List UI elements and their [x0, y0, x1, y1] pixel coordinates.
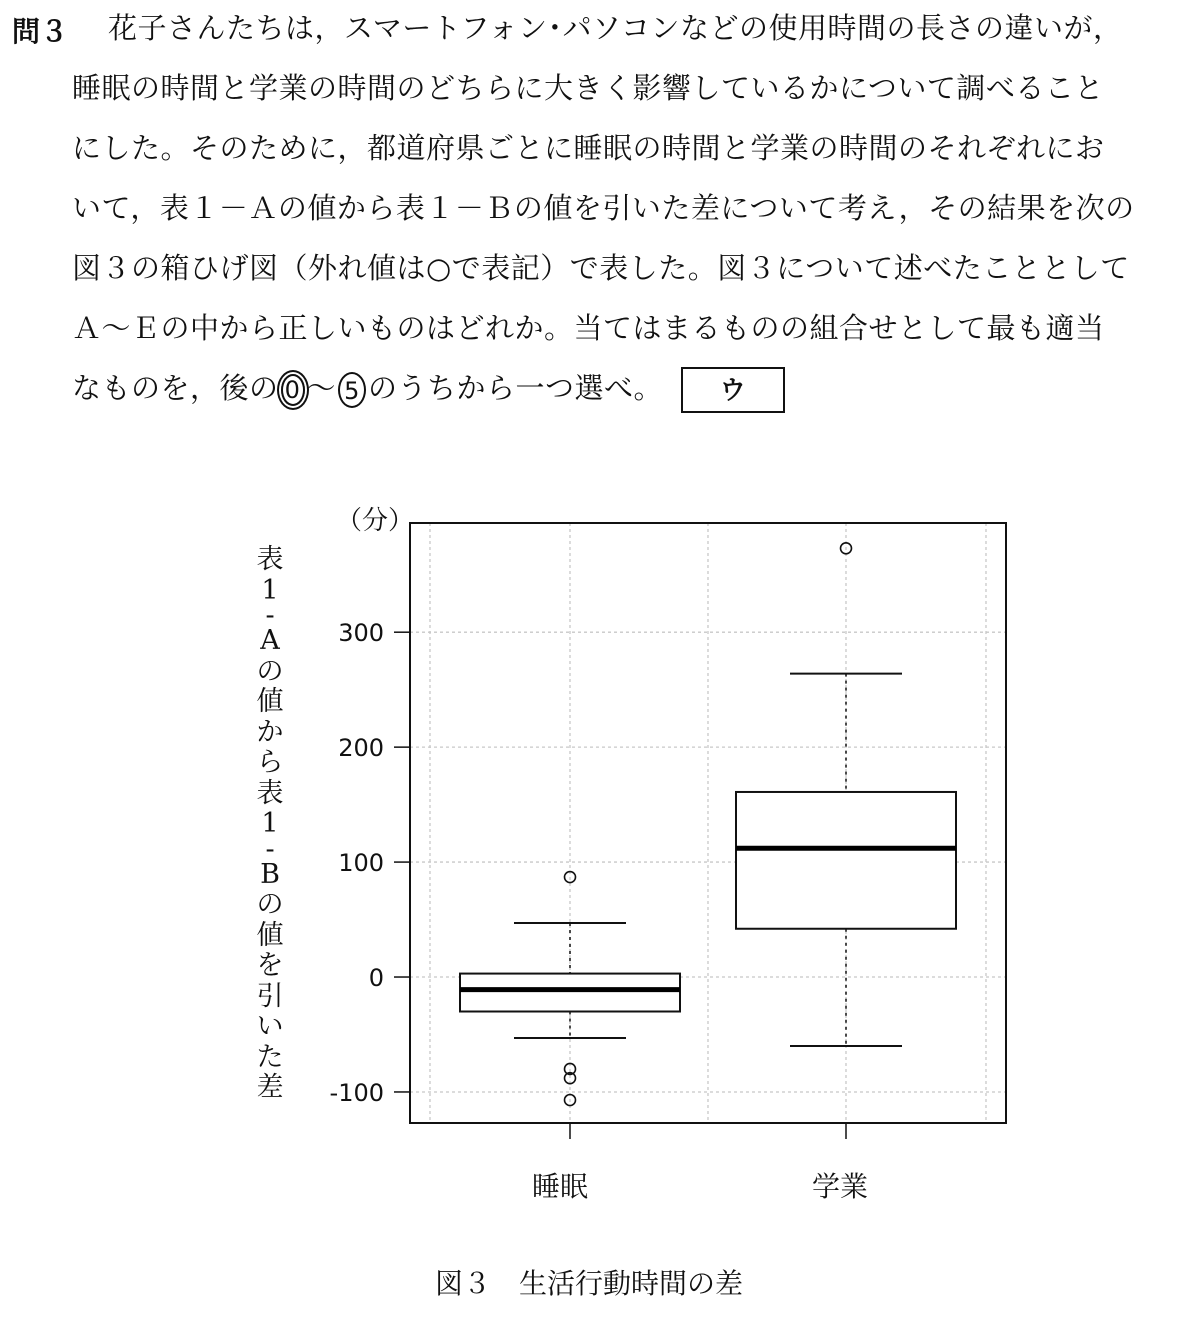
answer-box[interactable]: ウ — [681, 367, 785, 413]
y-tick-label: 100 — [338, 849, 384, 878]
choice-to-icon: 5 — [338, 372, 366, 408]
y-axis-label-char: い — [256, 1011, 284, 1042]
last-line-prefix: なものを，後の — [72, 371, 279, 405]
last-line-suffix: のうちから一つ選べ。 — [368, 371, 664, 405]
y-tick-label: 300 — [338, 619, 384, 648]
y-axis-label-char: - — [265, 833, 275, 865]
y-axis-label-char: A — [260, 625, 280, 656]
question-number: 問３ — [12, 15, 69, 48]
y-axis-label-char: ら — [256, 747, 284, 778]
tilde: ～ — [306, 371, 337, 405]
y-tick-label: -100 — [329, 1078, 384, 1107]
category-label-sleep: 睡眠 — [532, 1170, 589, 1203]
question-line-1: 花子さんたちは，スマートフォン･パソコンなどの使用時間の長さの違いが， — [108, 11, 1123, 45]
y-axis-label-char: か — [256, 716, 284, 748]
y-axis-label-char: 値 — [256, 919, 284, 951]
figure-caption: 図３ 生活行動時間の差 — [434, 1267, 743, 1300]
y-axis-label-char: の — [256, 655, 284, 687]
y-axis-label-char: の — [256, 889, 284, 920]
y-axis-label-char: 値 — [256, 686, 284, 717]
question-line-3: にした。そのために，都道府県ごとに睡眠の時間と学業の時間のそれぞれにお — [72, 131, 1105, 165]
y-axis-label-char: 1 — [261, 574, 279, 606]
box-iqr — [736, 792, 956, 929]
question-line-4: いて，表１－Ａの値から表１－Ｂの値を引いた差について考え，その結果を次の — [72, 191, 1135, 225]
y-axis-label-char: を — [256, 950, 284, 981]
y-tick-label: 0 — [368, 964, 384, 993]
box-iqr — [460, 974, 680, 1012]
y-tick-label: 200 — [338, 734, 384, 763]
y-axis-label-char: 表 — [256, 544, 284, 575]
question-line-2: 睡眠の時間と学業の時間のどちらに大きく影響しているかについて調べること — [72, 71, 1104, 105]
y-axis-label-char: 引 — [256, 980, 284, 1012]
y-axis-label-char: 表 — [256, 777, 284, 809]
y-axis-label-char: 1 — [261, 808, 279, 839]
y-axis-label-char: た — [256, 1041, 284, 1073]
y-axis-label-char: - — [265, 600, 275, 631]
unit-label: （分） — [336, 506, 415, 536]
y-axis-label-char: B — [260, 858, 280, 890]
question-line-6: Ａ～Ｅの中から正しいものはどれか。当てはまるものの組合せとして最も適当 — [72, 311, 1105, 345]
question-line-5: 図３の箱ひげ図（外れ値は○で表記）で表した。図３について述べたこととして — [72, 251, 1130, 285]
choice-from-icon: 0 — [281, 374, 305, 406]
y-axis-label-char: 差 — [256, 1072, 284, 1103]
category-label-study: 学業 — [812, 1170, 869, 1203]
